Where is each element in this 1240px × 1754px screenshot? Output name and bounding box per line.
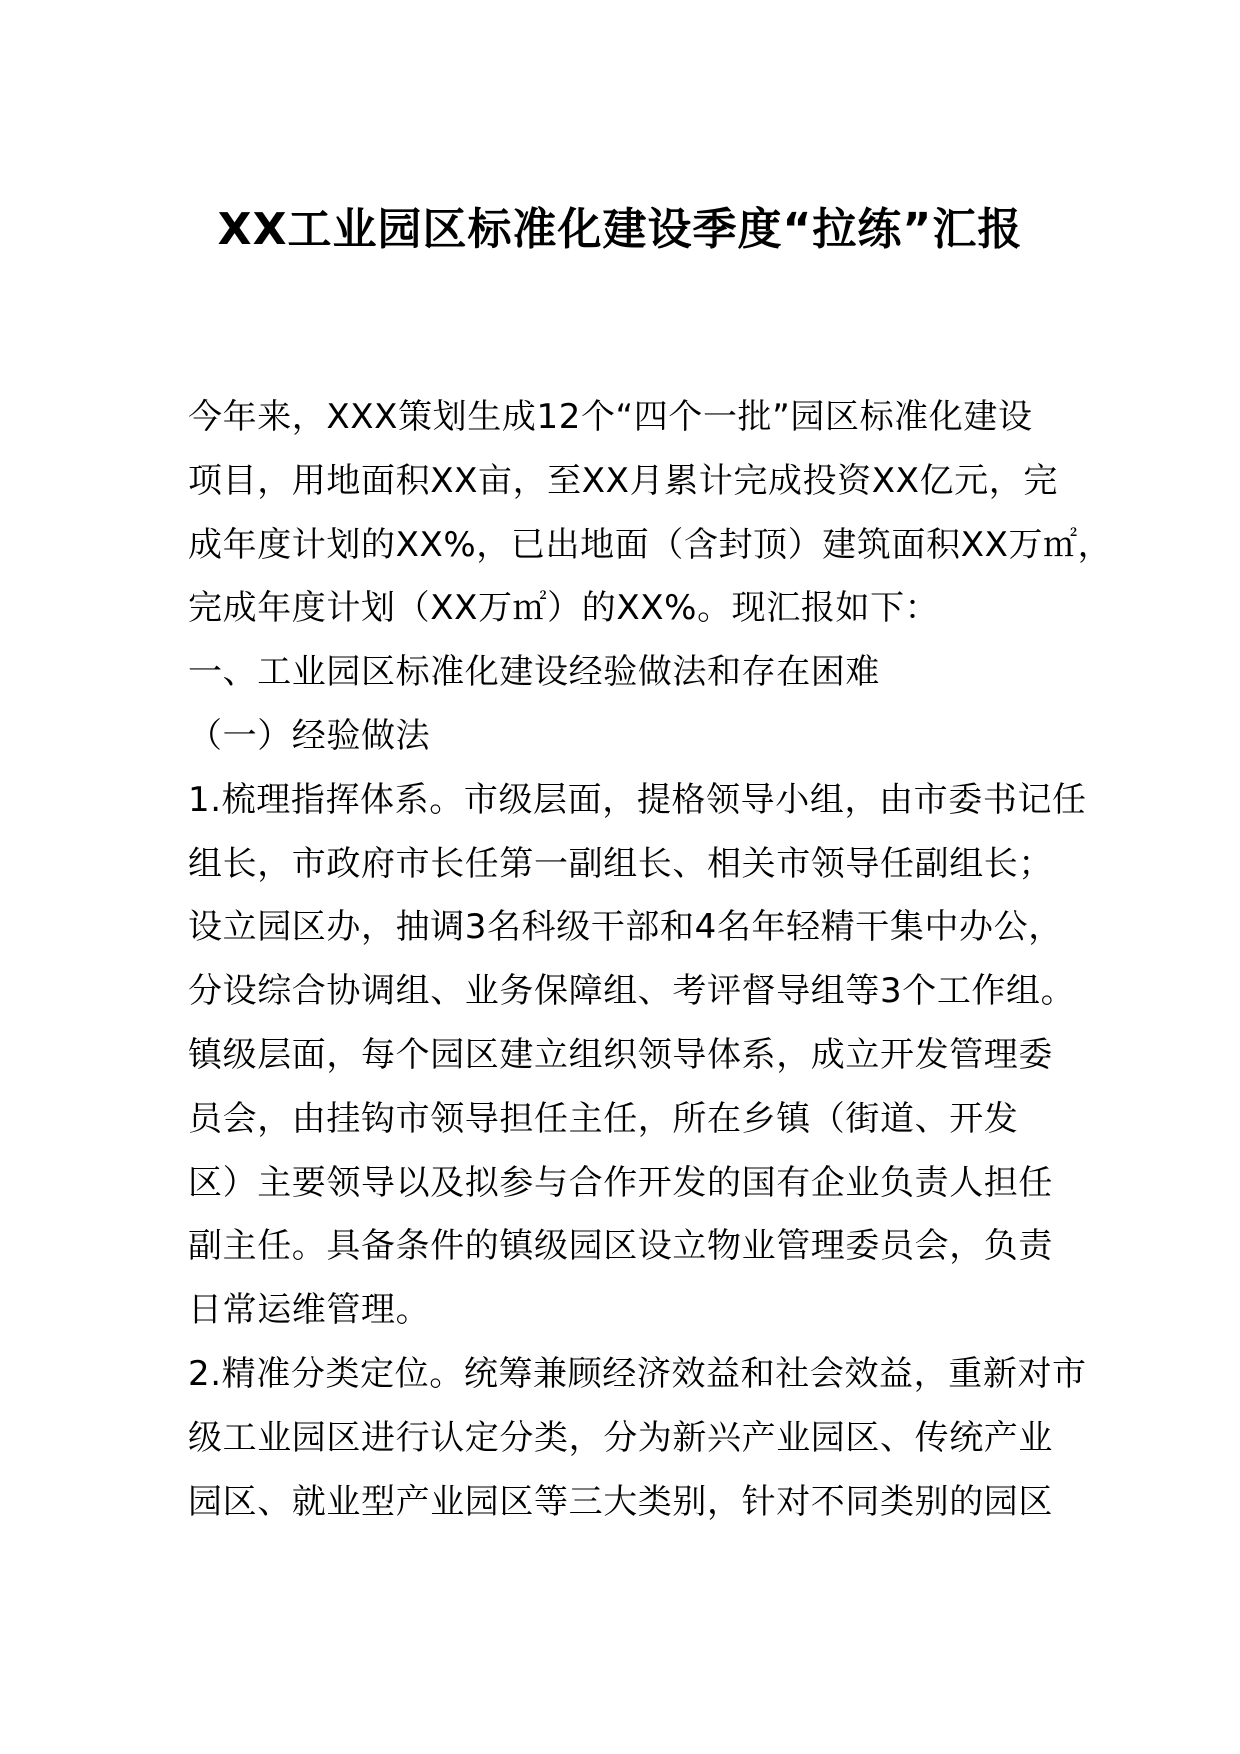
- text-line: 副主任。具备条件的镇级园区设立物业管理委员会，负责: [188, 1226, 1053, 1267]
- text-line: 日常运维管理。: [188, 1290, 431, 1331]
- text-line: 今年来，XXX策划生成12个“四个一批”园区标准化建设: [188, 397, 1033, 437]
- text-line: 分设综合协调组、业务保障组、考评督导组等3个工作组。: [188, 971, 1076, 1012]
- text-line: 完成年度计划（XX万㎡）的XX%。现汇报如下：: [188, 588, 940, 629]
- text-line: 成年度计划的XX%，已出地面（含封顶）建筑面积XX万㎡，: [188, 524, 1113, 565]
- text-line: 设立园区办，抽调3名科级干部和4名年轻精干集中办公，: [188, 907, 1063, 948]
- text-line: 1.梳理指挥体系。市级层面，提格领导小组，由市委书记任: [188, 779, 1087, 820]
- text-line: 园区、就业型产业园区等三大类别，针对不同类别的园区: [188, 1481, 1053, 1522]
- text-line: 组长，市政府市长任第一副组长、相关市领导任副组长；: [188, 843, 1053, 884]
- text-line: 级工业园区进行认定分类，分为新兴产业园区、传统产业: [188, 1417, 1053, 1458]
- text-line: 区）主要领导以及拟参与合作开发的国有企业负责人担任: [188, 1162, 1053, 1203]
- document-title: XX工业园区标准化建设季度“拉练”汇报: [217, 204, 1023, 255]
- text-line: 项目，用地面积XX亩，至XX月累计完成投资XX亿元，完: [188, 460, 1058, 501]
- text-line: 镇级层面，每个园区建立组织领导体系，成立开发管理委: [188, 1034, 1053, 1075]
- text-line: 员会，由挂钩市领导担任主任，所在乡镇（街道、开发: [188, 1098, 1019, 1139]
- subsection-heading: （一）经验做法: [188, 715, 431, 756]
- text-line: 2.精准分类定位。统筹兼顾经济效益和社会效益，重新对市: [188, 1353, 1087, 1394]
- document-body: [188, 389, 1118, 1537]
- section-heading: 一、工业园区标准化建设经验做法和存在困难: [188, 652, 880, 693]
